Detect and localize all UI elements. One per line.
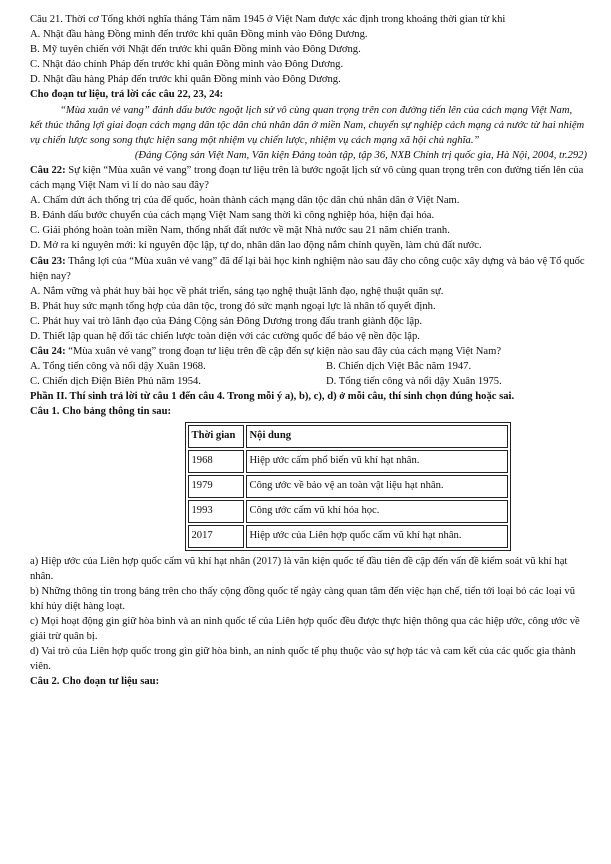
question-21-stem: Câu 21. Thời cơ Tổng khởi nghĩa tháng Tám năm 1945 ở Việt Nam được xác định trong khoảng thời gian từ khi [30, 14, 506, 25]
table-cell-year: 1979 [188, 475, 244, 498]
question-23-option-b: B. Phát huy sức mạnh tổng hợp của dân tộc, trong đó sức mạnh ngoại lực là nhân tố quyết định. [30, 300, 436, 312]
table-cell-year: 1993 [188, 500, 244, 523]
question-23-option-d: D. Thiết lập quan hệ đối tác chiến lược toàn diện với các cường quốc để bảo vệ nền độc lập. [30, 330, 420, 342]
question-23-stem: Thắng lợi của “Mùa xuân vẻ vang” đã để lại bài học kinh nghiệm nào sau đây cho công cuộc xây dựng và bảo vệ Tổ quốc hiện nay? [30, 255, 585, 282]
question-23-label: Câu 23: [30, 255, 66, 267]
question-24-option-c: C. Chiến dịch Điện Biên Phủ năm 1954. [30, 376, 201, 388]
table-row [188, 525, 508, 548]
table-row [188, 450, 508, 473]
question-23 [30, 254, 587, 284]
question-c1-statement-d: d) Vai trò của Liên hợp quốc trong gìn giữ hòa bình, an ninh quốc tế phụ thuộc vào sự hợp tác và cam kết của các quốc gia thành viên. [30, 646, 576, 673]
question-23-option-c: C. Phát huy vai trò lãnh đạo của Đảng Cộng sản Đông Dương trong đấu tranh giành độc lập. [30, 315, 423, 327]
table-cell-content: Hiệp ước cấm phổ biến vũ khí hạt nhân. [246, 450, 508, 473]
table-cell-content: Hiệp ước của Liên hợp quốc cấm vũ khí hạt nhân. [246, 525, 508, 548]
question-24-options-row-2 [30, 374, 587, 389]
question-21-option-d: D. Nhật đầu hàng Pháp đến trước khi quân Đồng minh vào Đông Dương. [30, 74, 341, 86]
table-cell-content: Công ước về bảo vệ an toàn vật liệu hạt nhân. [246, 475, 508, 498]
table-header-time: Thời gian [188, 425, 244, 448]
question-24-option-d: D. Tổng tiến công và nổi dậy Xuân 1975. [326, 376, 502, 388]
question-22-option-b: B. Đánh dấu bước chuyển của cách mạng Việt Nam sang thời kì công nghiệp hóa, hiện đại hóa. [30, 210, 435, 222]
passage-citation: (Đảng Cộng sản Việt Nam, Văn kiện Đảng toàn tập, tập 36, NXB Chính trị quốc gia, Hà Nội, 2004, tr.292) [134, 149, 587, 161]
question-c2-heading: Câu 2. Cho đoạn tư liệu sau: [30, 676, 160, 688]
question-21-option-a: A. Nhật đầu hàng Đồng minh đến trước khi quân Đồng minh vào Đông Dương. [30, 29, 368, 41]
question-21-option-c: C. Nhật đảo chính Pháp đến trước khi quân Đồng minh vào Đông Dương. [30, 59, 344, 71]
question-22-option-d: D. Mở ra kỉ nguyên mới: kỉ nguyên độc lập, tự do, nhân dân lao động nắm chính quyền, làm chủ đất nước. [30, 240, 482, 252]
part-2-heading: Phần II. Thí sinh trả lời từ câu 1 đến câu 4. Trong mỗi ý a), b), c), d) ở mỗi câu, thí sinh chọn đúng hoặc sai. [30, 391, 515, 403]
question-24 [30, 344, 587, 359]
question-c1-statement-b: b) Những thông tin trong bảng trên cho thấy cộng đồng quốc tế ngày càng quan tâm đến việc hạn chế, tiến tới loại bỏ các loại vũ khí hủy diệt hàng loạt. [30, 585, 575, 612]
question-24-option-b: B. Chiến dịch Việt Bắc năm 1947. [326, 361, 472, 373]
question-22-stem: Sự kiện “Mùa xuân vẻ vang” trong đoạn tư liệu trên là bước ngoặt lịch sử vô cùng quan trọng trên con đường tiến lên của cách mạng Việt Nam vì lí do nào sau đây? [30, 164, 584, 192]
table-header-row [188, 425, 508, 448]
question-22-option-c: C. Giải phóng hoàn toàn miền Nam, thống nhất đất nước về mặt Nhà nước sau 21 năm chiến tranh. [30, 225, 450, 237]
info-table-wrapper [30, 422, 587, 551]
question-24-options-row-1 [30, 359, 587, 374]
table-cell-year: 1968 [188, 450, 244, 473]
question-24-label: Câu 24: [30, 346, 66, 358]
question-24-stem: “Mùa xuân vẻ vang” trong đoạn tư liệu trên đề cập đến sự kiện nào sau đây của cách mạng Việt Nam? [68, 346, 502, 358]
question-21-option-b: B. Mỹ tuyên chiến với Nhật đến trước khi quân Đồng minh vào Đông Dương. [30, 44, 361, 56]
table-row [188, 475, 508, 498]
passage-heading: Cho đoạn tư liệu, trả lời các câu 22, 23, 24: [30, 89, 224, 101]
question-c1-heading: Câu 1. Cho bảng thông tin sau: [30, 406, 171, 418]
question-23-option-a: A. Nắm vững và phát huy bài học về phát triển, sáng tạo nghệ thuật lãnh đạo, nghệ thuật quân sự. [30, 285, 444, 297]
question-22 [30, 163, 587, 193]
table-cell-content: Công ước cấm vũ khí hóa học. [246, 500, 508, 523]
table-header-content: Nội dung [246, 425, 508, 448]
question-22-label: Câu 22: [30, 164, 66, 176]
passage-quote: “Mùa xuân vẻ vang” đánh dấu bước ngoặt lịch sử vô cùng quan trọng trên con đường tiến lên của cách mạng Việt Nam, kết thúc thắng lợi giai đoạn cách mạng dân tộc dân chủ nhân dân ở miền Nam, chuyển sự nghiệp cách mạng cả nước từ hai nhiệm vụ chiến lược song song thực hiện sang một nhiệm vụ chiến lược, nhiệm vụ cách mạng xã hội chủ nghĩa.” [30, 104, 585, 146]
question-24-option-a: A. Tổng tiến công và nổi dậy Xuân 1968. [30, 361, 206, 373]
table-cell-year: 2017 [188, 525, 244, 548]
info-table [185, 422, 511, 551]
question-22-option-a: A. Chấm dứt ách thống trị của đế quốc, hoàn thành cách mạng dân tộc dân chủ nhân dân ở Việt Nam. [30, 195, 460, 207]
question-c1-statement-a: a) Hiệp ước của Liên hợp quốc cấm vũ khí hạt nhân (2017) là văn kiện quốc tế đầu tiên đề cập đến vấn đề kiểm soát vũ khí hạt nhân. [30, 555, 568, 582]
table-row [188, 500, 508, 523]
question-c1-statement-c: c) Mọi hoạt động gìn giữ hòa bình và an ninh quốc tế của Liên hợp quốc đều được thực hiện thông qua các hiệp ước, công ước về giải trừ quân bị. [30, 615, 580, 642]
